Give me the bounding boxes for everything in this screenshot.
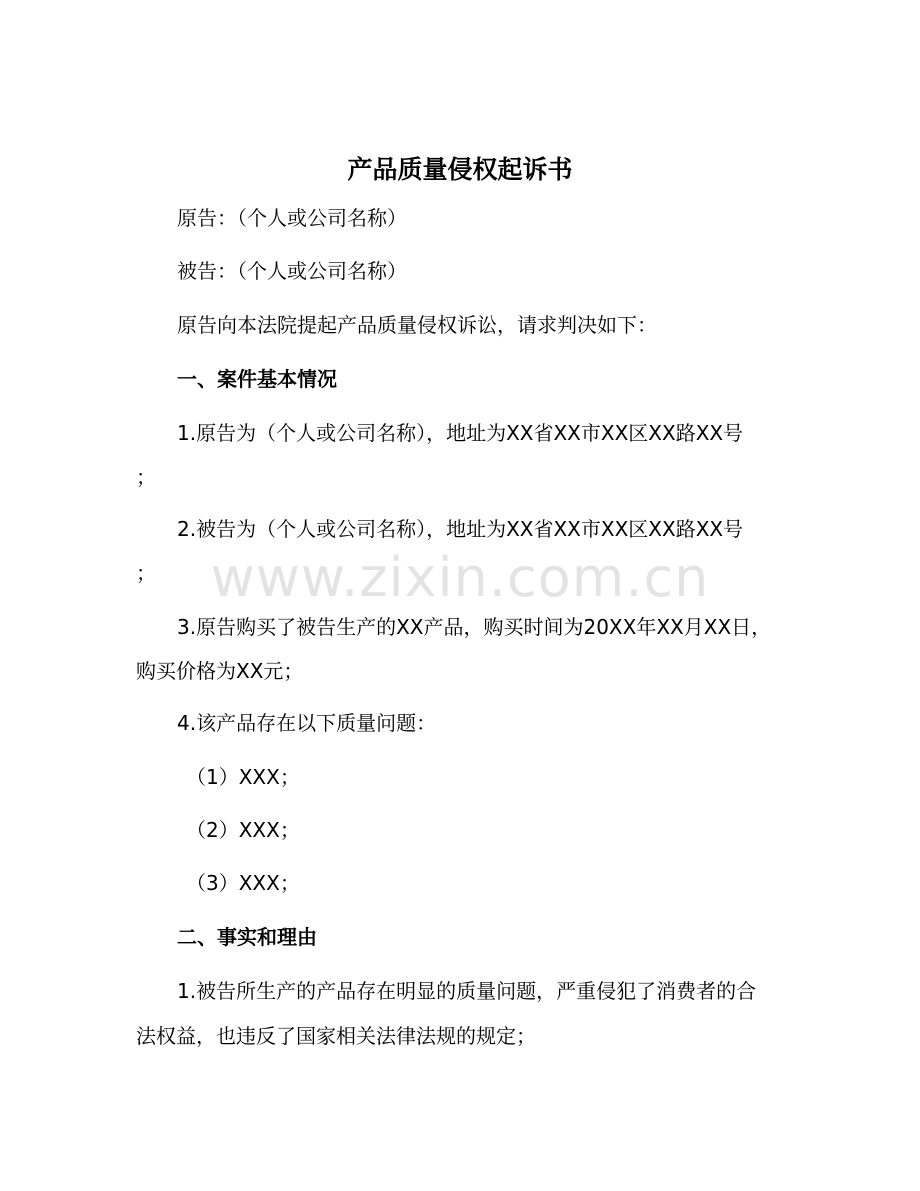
item3-line2: 购买价格为XX元； bbox=[136, 659, 304, 683]
item2-line1: 2.被告为（个人或公司名称），地址为XX省XX市XX区XX路XX号 bbox=[177, 517, 744, 541]
reason1-line1: 1.被告所生产的产品存在明显的质量问题，严重侵犯了消费者的合 bbox=[177, 979, 757, 1003]
item1-line2: ； bbox=[136, 465, 156, 489]
document-title: 产品质量侵权起诉书 bbox=[347, 155, 573, 184]
item1-line1: 1.原告为（个人或公司名称），地址为XX省XX市XX区XX路XX号 bbox=[177, 421, 744, 445]
reason1-line2: 法权益，也违反了国家相关法律法规的规定； bbox=[136, 1024, 536, 1048]
item4-line: 4.该产品存在以下质量问题： bbox=[177, 711, 437, 735]
intro-paragraph: 原告向本法院提起产品质量侵权诉讼，请求判决如下： bbox=[177, 313, 657, 337]
problem-item-2: （2）XXX； bbox=[186, 818, 300, 842]
section-heading-basic-facts: 一、案件基本情况 bbox=[177, 367, 337, 391]
plaintiff-line: 原告：（个人或公司名称） bbox=[177, 206, 407, 230]
watermark: www.zixin.com.cn bbox=[210, 546, 710, 609]
item2-line2: ； bbox=[136, 561, 156, 585]
section-heading-facts-reasons: 二、事实和理由 bbox=[177, 925, 317, 949]
problem-item-1: （1）XXX； bbox=[186, 765, 300, 789]
problem-item-3: （3）XXX； bbox=[186, 871, 300, 895]
defendant-line: 被告：（个人或公司名称） bbox=[177, 259, 407, 283]
item3-line1: 3.原告购买了被告生产的XX产品，购买时间为20XX年XX月XX日， bbox=[177, 615, 772, 639]
